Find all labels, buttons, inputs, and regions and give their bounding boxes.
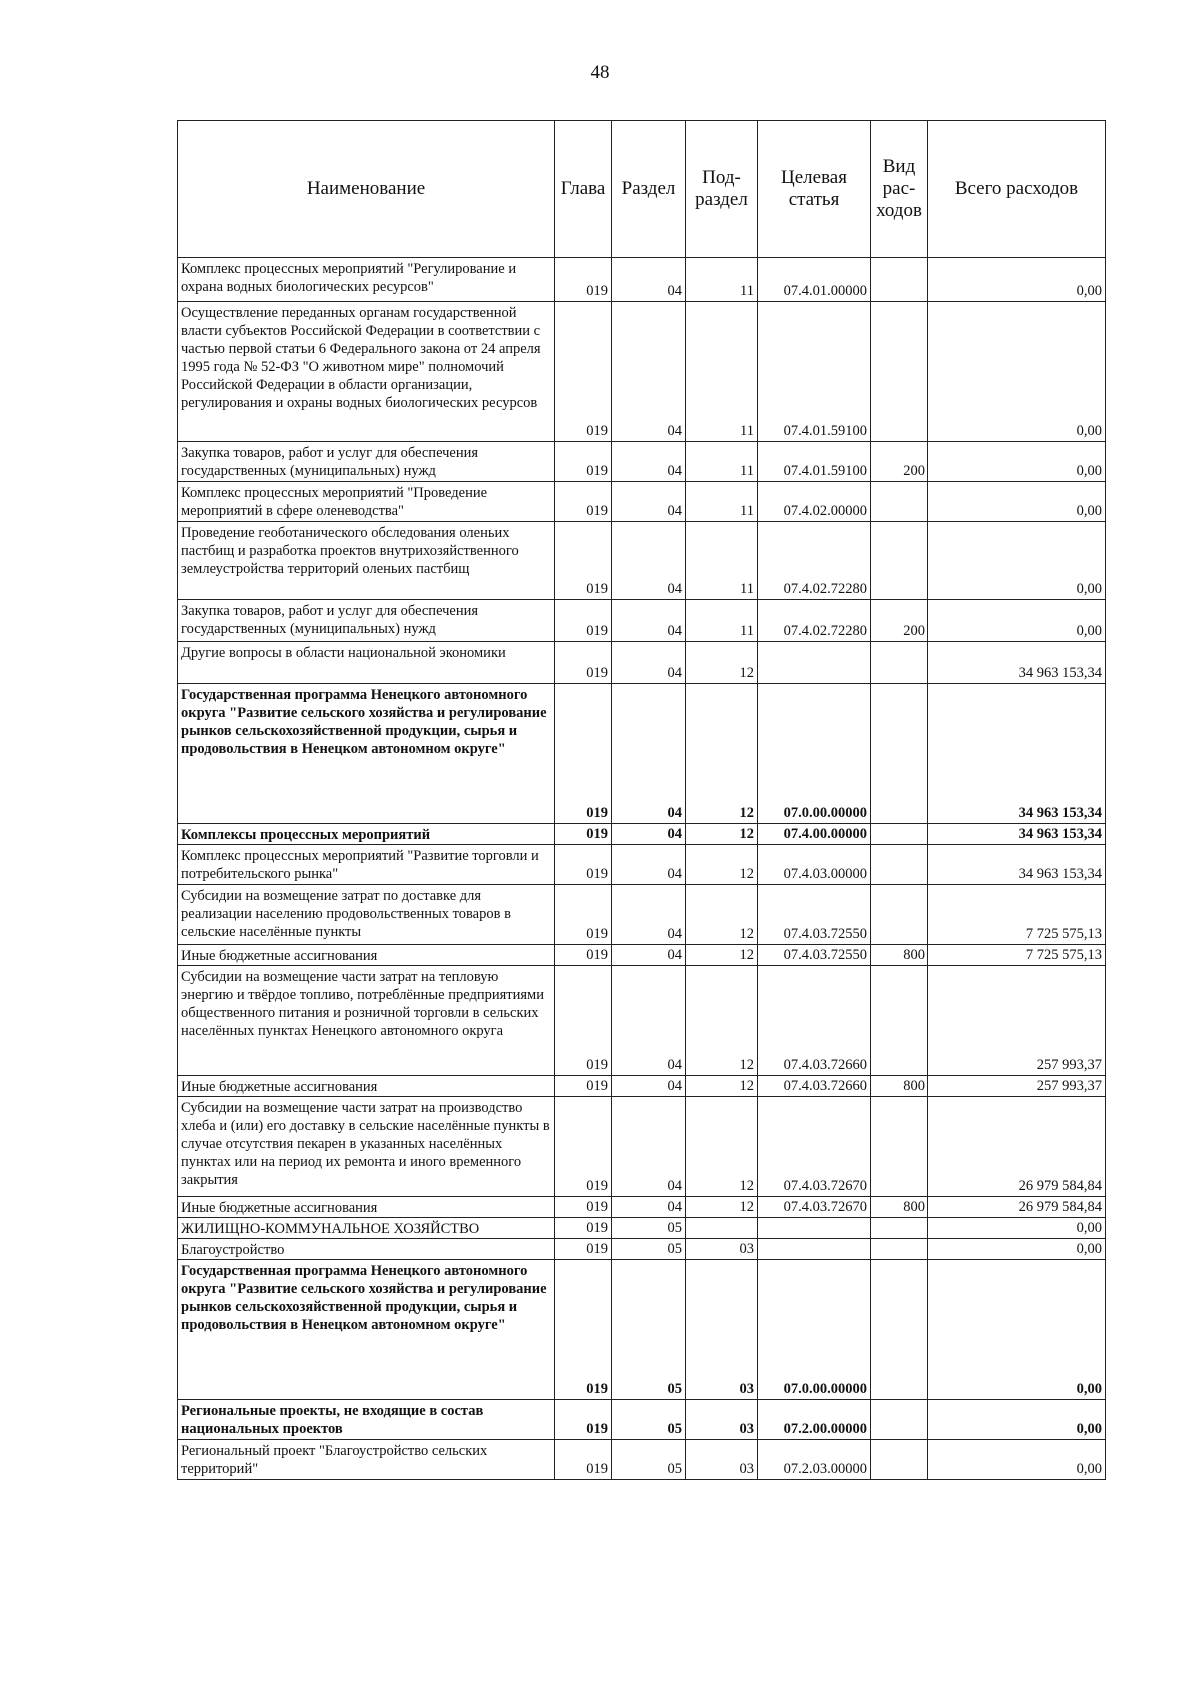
cell-section: 04 xyxy=(612,482,686,522)
table-body xyxy=(178,258,1106,1480)
cell-name: Осуществление переданных органам государственной власти субъектов Российской Федерации в соответствии с частью первой статьи 6 Федерального закона от 24 апреля 1995 года № 52-ФЗ "О животном мире" полномочий Российской Федерации в области организации, регулирования и охраны водных биологических ресурсов xyxy=(178,302,555,442)
cell-chapter: 019 xyxy=(555,600,612,642)
cell-section: 04 xyxy=(612,845,686,885)
table-row xyxy=(178,1440,1106,1480)
cell-section: 04 xyxy=(612,642,686,684)
table-row xyxy=(178,824,1106,845)
cell-total: 0,00 xyxy=(928,442,1106,482)
cell-subsection: 12 xyxy=(686,1197,758,1218)
cell-expense-type: 200 xyxy=(871,442,928,482)
cell-expense-type: 200 xyxy=(871,600,928,642)
cell-total: 0,00 xyxy=(928,258,1106,302)
cell-chapter: 019 xyxy=(555,824,612,845)
cell-subsection: 12 xyxy=(686,1097,758,1197)
cell-name: Комплекс процессных мероприятий "Проведение мероприятий в сфере оленеводства" xyxy=(178,482,555,522)
cell-chapter: 019 xyxy=(555,482,612,522)
header-name: Наименование xyxy=(178,121,555,258)
table-row xyxy=(178,885,1106,945)
cell-subsection xyxy=(686,1218,758,1239)
cell-chapter: 019 xyxy=(555,1197,612,1218)
table-row xyxy=(178,1239,1106,1260)
cell-expense-type: 800 xyxy=(871,945,928,966)
cell-chapter: 019 xyxy=(555,885,612,945)
cell-name: ЖИЛИЩНО-КОММУНАЛЬНОЕ ХОЗЯЙСТВО xyxy=(178,1218,555,1239)
cell-section: 04 xyxy=(612,522,686,600)
table-row xyxy=(178,1260,1106,1400)
cell-subsection: 11 xyxy=(686,600,758,642)
cell-total: 7 725 575,13 xyxy=(928,885,1106,945)
cell-subsection: 11 xyxy=(686,302,758,442)
cell-section: 04 xyxy=(612,824,686,845)
cell-target-article: 07.4.03.00000 xyxy=(758,845,871,885)
cell-section: 05 xyxy=(612,1218,686,1239)
cell-total: 34 963 153,34 xyxy=(928,845,1106,885)
cell-name: Субсидии на возмещение затрат по доставке для реализации населению продовольственных товаров в сельские населённые пункты xyxy=(178,885,555,945)
cell-target-article: 07.2.00.00000 xyxy=(758,1400,871,1440)
cell-subsection: 11 xyxy=(686,442,758,482)
cell-section: 04 xyxy=(612,945,686,966)
cell-subsection: 12 xyxy=(686,885,758,945)
cell-subsection: 12 xyxy=(686,845,758,885)
cell-name: Субсидии на возмещение части затрат на производство хлеба и (или) его доставку в сельские населённые пункты в случае отсутствия пекарен в указанных населённых пунктах или на период их ремонта и иного временного закрытия xyxy=(178,1097,555,1197)
cell-total: 26 979 584,84 xyxy=(928,1197,1106,1218)
cell-total: 257 993,37 xyxy=(928,966,1106,1076)
cell-subsection: 12 xyxy=(686,824,758,845)
budget-table xyxy=(177,120,1106,1480)
table-row xyxy=(178,258,1106,302)
cell-section: 04 xyxy=(612,442,686,482)
cell-target-article: 07.4.01.59100 xyxy=(758,442,871,482)
cell-target-article xyxy=(758,642,871,684)
cell-section: 04 xyxy=(612,1097,686,1197)
cell-chapter: 019 xyxy=(555,1218,612,1239)
cell-chapter: 019 xyxy=(555,642,612,684)
cell-total: 34 963 153,34 xyxy=(928,684,1106,824)
cell-name: Проведение геоботанического обследования оленьих пастбищ и разработка проектов внутрихозяйственного землеустройства территорий оленьих пастбищ xyxy=(178,522,555,600)
cell-target-article: 07.4.03.72660 xyxy=(758,966,871,1076)
cell-expense-type xyxy=(871,302,928,442)
cell-expense-type xyxy=(871,642,928,684)
cell-section: 05 xyxy=(612,1260,686,1400)
cell-target-article: 07.4.03.72660 xyxy=(758,1076,871,1097)
cell-total: 0,00 xyxy=(928,1260,1106,1400)
cell-subsection: 12 xyxy=(686,966,758,1076)
cell-target-article: 07.4.03.72550 xyxy=(758,945,871,966)
cell-expense-type xyxy=(871,522,928,600)
cell-subsection: 11 xyxy=(686,522,758,600)
cell-expense-type xyxy=(871,1218,928,1239)
table-row xyxy=(178,1218,1106,1239)
cell-total: 7 725 575,13 xyxy=(928,945,1106,966)
cell-expense-type xyxy=(871,845,928,885)
cell-expense-type xyxy=(871,482,928,522)
cell-target-article: 07.4.00.00000 xyxy=(758,824,871,845)
cell-chapter: 019 xyxy=(555,258,612,302)
cell-target-article: 07.2.03.00000 xyxy=(758,1440,871,1480)
cell-name: Благоустройство xyxy=(178,1239,555,1260)
cell-expense-type: 800 xyxy=(871,1076,928,1097)
cell-target-article: 07.0.00.00000 xyxy=(758,684,871,824)
cell-section: 05 xyxy=(612,1440,686,1480)
cell-expense-type: 800 xyxy=(871,1197,928,1218)
cell-total: 0,00 xyxy=(928,522,1106,600)
cell-name: Другие вопросы в области национальной экономики xyxy=(178,642,555,684)
cell-total: 0,00 xyxy=(928,1400,1106,1440)
cell-total: 0,00 xyxy=(928,1440,1106,1480)
cell-name: Региональные проекты, не входящие в состав национальных проектов xyxy=(178,1400,555,1440)
cell-total: 34 963 153,34 xyxy=(928,642,1106,684)
cell-expense-type xyxy=(871,1400,928,1440)
cell-name: Комплексы процессных мероприятий xyxy=(178,824,555,845)
cell-chapter: 019 xyxy=(555,945,612,966)
cell-section: 04 xyxy=(612,885,686,945)
cell-target-article: 07.4.02.00000 xyxy=(758,482,871,522)
page-number: 48 xyxy=(590,62,610,83)
cell-section: 04 xyxy=(612,966,686,1076)
cell-subsection: 03 xyxy=(686,1400,758,1440)
header-subsection: Под- раздел xyxy=(686,121,758,258)
table-row xyxy=(178,442,1106,482)
cell-total: 0,00 xyxy=(928,482,1106,522)
cell-section: 04 xyxy=(612,258,686,302)
cell-total: 0,00 xyxy=(928,1239,1106,1260)
cell-target-article xyxy=(758,1239,871,1260)
cell-chapter: 019 xyxy=(555,845,612,885)
cell-name: Иные бюджетные ассигнования xyxy=(178,1197,555,1218)
cell-name: Закупка товаров, работ и услуг для обеспечения государственных (муниципальных) нужд xyxy=(178,600,555,642)
cell-total: 0,00 xyxy=(928,1218,1106,1239)
table-row xyxy=(178,1197,1106,1218)
table-row xyxy=(178,642,1106,684)
header-chapter: Глава xyxy=(555,121,612,258)
cell-expense-type xyxy=(871,966,928,1076)
cell-target-article: 07.4.01.59100 xyxy=(758,302,871,442)
cell-chapter: 019 xyxy=(555,522,612,600)
cell-target-article: 07.4.03.72670 xyxy=(758,1097,871,1197)
cell-target-article: 07.0.00.00000 xyxy=(758,1260,871,1400)
header-total: Всего расходов xyxy=(928,121,1106,258)
cell-target-article xyxy=(758,1218,871,1239)
cell-name: Комплекс процессных мероприятий "Развитие торговли и потребительского рынка" xyxy=(178,845,555,885)
cell-chapter: 019 xyxy=(555,1239,612,1260)
table-row xyxy=(178,945,1106,966)
cell-chapter: 019 xyxy=(555,1400,612,1440)
cell-chapter: 019 xyxy=(555,1076,612,1097)
cell-section: 04 xyxy=(612,600,686,642)
cell-name: Закупка товаров, работ и услуг для обеспечения государственных (муниципальных) нужд xyxy=(178,442,555,482)
cell-expense-type xyxy=(871,1097,928,1197)
table-row xyxy=(178,302,1106,442)
cell-subsection: 11 xyxy=(686,258,758,302)
cell-expense-type xyxy=(871,684,928,824)
cell-name: Комплекс процессных мероприятий "Регулирование и охрана водных биологических ресурсов" xyxy=(178,258,555,302)
cell-subsection: 12 xyxy=(686,1076,758,1097)
cell-name: Субсидии на возмещение части затрат на тепловую энергию и твёрдое топливо, потреблённые предприятиями общественного питания и розничной торговли в сельских населённых пунктах Ненецкого автономного округа xyxy=(178,966,555,1076)
cell-section: 05 xyxy=(612,1400,686,1440)
table-row xyxy=(178,482,1106,522)
table-row xyxy=(178,845,1106,885)
cell-subsection: 12 xyxy=(686,684,758,824)
cell-target-article: 07.4.02.72280 xyxy=(758,522,871,600)
cell-subsection: 11 xyxy=(686,482,758,522)
cell-subsection: 03 xyxy=(686,1239,758,1260)
cell-subsection: 03 xyxy=(686,1440,758,1480)
cell-subsection: 12 xyxy=(686,642,758,684)
cell-section: 04 xyxy=(612,1076,686,1097)
cell-chapter: 019 xyxy=(555,442,612,482)
cell-target-article: 07.4.03.72550 xyxy=(758,885,871,945)
cell-chapter: 019 xyxy=(555,302,612,442)
cell-subsection: 12 xyxy=(686,945,758,966)
cell-chapter: 019 xyxy=(555,966,612,1076)
cell-total: 0,00 xyxy=(928,302,1106,442)
cell-section: 04 xyxy=(612,302,686,442)
cell-subsection: 03 xyxy=(686,1260,758,1400)
header-target-article: Целевая статья xyxy=(758,121,871,258)
cell-expense-type xyxy=(871,885,928,945)
cell-name: Иные бюджетные ассигнования xyxy=(178,1076,555,1097)
cell-expense-type xyxy=(871,1440,928,1480)
cell-name: Государственная программа Ненецкого автономного округа "Развитие сельского хозяйства и регулирование рынков сельскохозяйственной продукции, сырья и продовольствия в Ненецком автономном округе" xyxy=(178,684,555,824)
cell-expense-type xyxy=(871,1260,928,1400)
cell-name: Иные бюджетные ассигнования xyxy=(178,945,555,966)
cell-name: Государственная программа Ненецкого автономного округа "Развитие сельского хозяйства и регулирование рынков сельскохозяйственной продукции, сырья и продовольствия в Ненецком автономном округе" xyxy=(178,1260,555,1400)
table-row xyxy=(178,966,1106,1076)
cell-section: 04 xyxy=(612,1197,686,1218)
cell-target-article: 07.4.02.72280 xyxy=(758,600,871,642)
header-expense-type: Вид рас- ходов xyxy=(871,121,928,258)
cell-section: 05 xyxy=(612,1239,686,1260)
cell-total: 0,00 xyxy=(928,600,1106,642)
table-header-row xyxy=(178,121,1106,258)
cell-target-article: 07.4.03.72670 xyxy=(758,1197,871,1218)
table-row xyxy=(178,1400,1106,1440)
cell-chapter: 019 xyxy=(555,684,612,824)
cell-section: 04 xyxy=(612,684,686,824)
cell-chapter: 019 xyxy=(555,1097,612,1197)
table-row xyxy=(178,684,1106,824)
cell-chapter: 019 xyxy=(555,1440,612,1480)
cell-expense-type xyxy=(871,1239,928,1260)
cell-name: Региональный проект "Благоустройство сельских территорий" xyxy=(178,1440,555,1480)
table-row xyxy=(178,1076,1106,1097)
cell-chapter: 019 xyxy=(555,1260,612,1400)
cell-target-article: 07.4.01.00000 xyxy=(758,258,871,302)
cell-expense-type xyxy=(871,258,928,302)
cell-total: 34 963 153,34 xyxy=(928,824,1106,845)
cell-total: 257 993,37 xyxy=(928,1076,1106,1097)
cell-expense-type xyxy=(871,824,928,845)
table-row xyxy=(178,522,1106,600)
table-row xyxy=(178,1097,1106,1197)
header-section: Раздел xyxy=(612,121,686,258)
table-row xyxy=(178,600,1106,642)
cell-total: 26 979 584,84 xyxy=(928,1097,1106,1197)
